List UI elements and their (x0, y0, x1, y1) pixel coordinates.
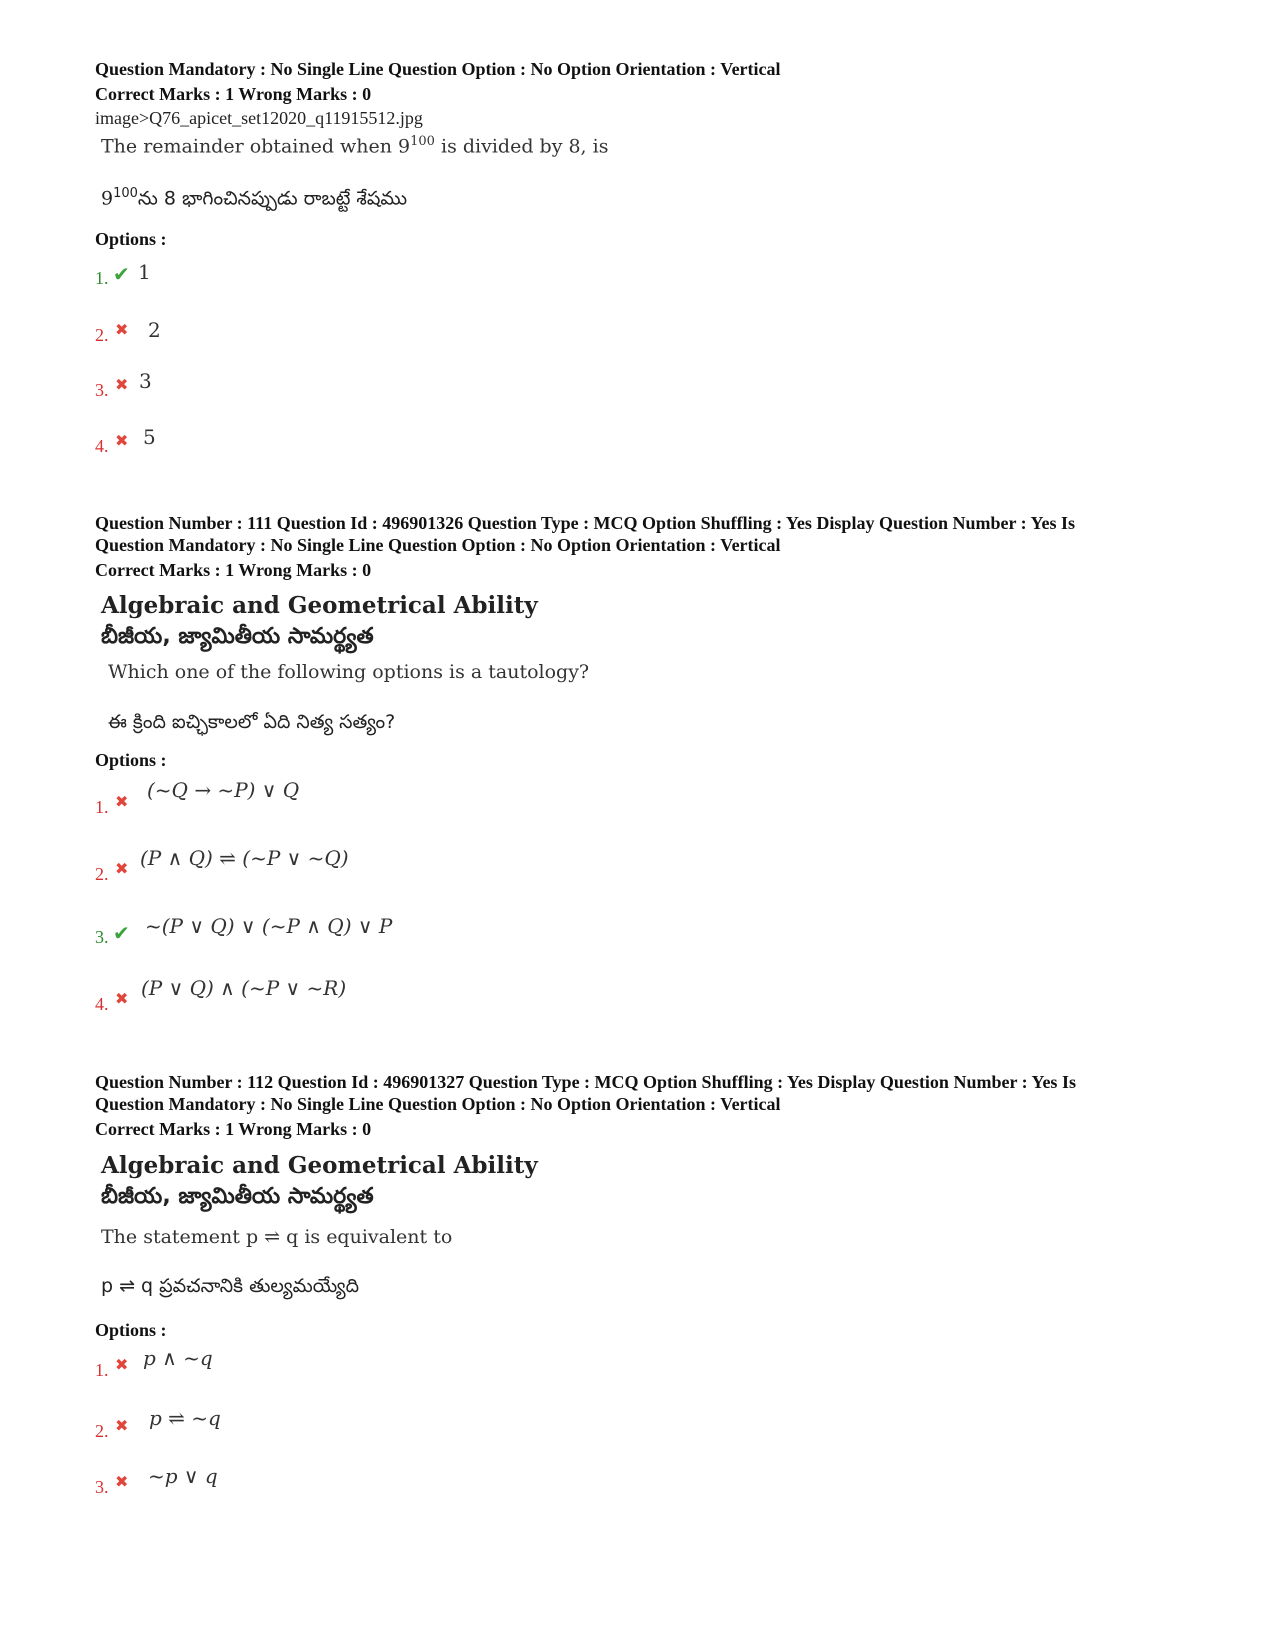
q112-marks: Correct Marks : 1 Wrong Marks : 0 (95, 1119, 372, 1139)
option-value: 5 (143, 425, 156, 449)
q112-header-line2: Question Mandatory : No Single Line Question Option : No Option Orientation : Vertical (95, 1094, 781, 1114)
q112-section-en: Algebraic and Geometrical Ability (101, 1152, 538, 1179)
q112-question-en: The statement p ⇌ q is equivalent to (101, 1226, 453, 1248)
option-number: 4. (95, 436, 109, 456)
q111-marks: Correct Marks : 1 Wrong Marks : 0 (95, 560, 372, 580)
q110-image-ref: image>Q76_apicet_set12020_q11915512.jpg (95, 108, 423, 128)
q112-question-te: p ⇌ q ప్రవచనానికి తుల్యమయ్యేది (101, 1275, 360, 1297)
q110-marks: Correct Marks : 1 Wrong Marks : 0 (95, 84, 372, 104)
option-value: p ∧ ~q (143, 1346, 213, 1370)
q110-question-te: $9^{100}ను$ 8 భాగించినప్పుడు రాబట్టే శేషము (101, 186, 408, 210)
option-number: 2. (95, 325, 109, 345)
option-number: 3. (95, 380, 109, 400)
option-value: (P ∧ Q) ⇌ (~P ∨ ~Q) (140, 846, 349, 870)
cross-icon: ✖ (115, 375, 129, 394)
option-number: 4. (95, 994, 109, 1014)
option-number: 1. (95, 797, 109, 817)
q112-options-label: Options : (95, 1320, 167, 1340)
option-value: 3 (139, 369, 152, 393)
check-icon: ✔ (113, 921, 130, 945)
option-value: 2 (148, 318, 161, 342)
cross-icon: ✖ (115, 989, 129, 1008)
q110-question-en: The remainder obtained when $9^{100}$ is divided by 8, is (101, 134, 609, 158)
cross-icon: ✖ (115, 320, 129, 339)
option-value: ~(P ∨ Q) ∨ (~P ∧ Q) ∨ P (145, 914, 393, 938)
cross-icon: ✖ (115, 431, 129, 450)
option-number: 2. (95, 864, 109, 884)
q111-options-label: Options : (95, 750, 167, 770)
cross-icon: ✖ (115, 792, 129, 811)
q111-section-te: బీజీయ, జ్యామితీయ సామర్థ్యత (101, 624, 374, 649)
q111-question-te: ఈ క్రింది ఐచ్ఛికాలలో ఏది నిత్య సత్యం? (108, 711, 396, 733)
q111-question-en: Which one of the following options is a tautology? (108, 661, 590, 683)
option-number: 1. (95, 268, 109, 288)
option-number: 3. (95, 1477, 109, 1497)
option-value: ~p ∨ q (148, 1464, 218, 1488)
option-value: (P ∨ Q) ∧ (~P ∨ ~R) (141, 976, 347, 1000)
q110-options-label: Options : (95, 229, 167, 249)
q111-section-en: Algebraic and Geometrical Ability (101, 592, 538, 619)
q112-header-line1: Question Number : 112 Question Id : 496901327 Question Type : MCQ Option Shuffling : Yes Display Question Number : Yes Is (95, 1072, 1076, 1092)
option-value: p ⇌ ~q (149, 1406, 221, 1430)
option-number: 1. (95, 1360, 109, 1380)
q110-header-line2: Question Mandatory : No Single Line Question Option : No Option Orientation : Vertical (95, 59, 781, 79)
q112-section-te: బీజీయ, జ్యామితీయ సామర్థ్యత (101, 1184, 374, 1209)
cross-icon: ✖ (115, 1472, 129, 1491)
option-value: 1 (138, 260, 151, 284)
cross-icon: ✖ (115, 1355, 129, 1374)
cross-icon: ✖ (115, 1416, 129, 1435)
option-value: (~Q → ~P) ∨ Q (147, 778, 300, 802)
q111-header-line1: Question Number : 111 Question Id : 496901326 Question Type : MCQ Option Shuffling : Yes Display Question Number : Yes Is (95, 513, 1075, 533)
check-icon: ✔ (113, 262, 130, 286)
q111-header-line2: Question Mandatory : No Single Line Question Option : No Option Orientation : Vertical (95, 535, 781, 555)
option-number: 2. (95, 1421, 109, 1441)
option-number: 3. (95, 927, 109, 947)
cross-icon: ✖ (115, 859, 129, 878)
